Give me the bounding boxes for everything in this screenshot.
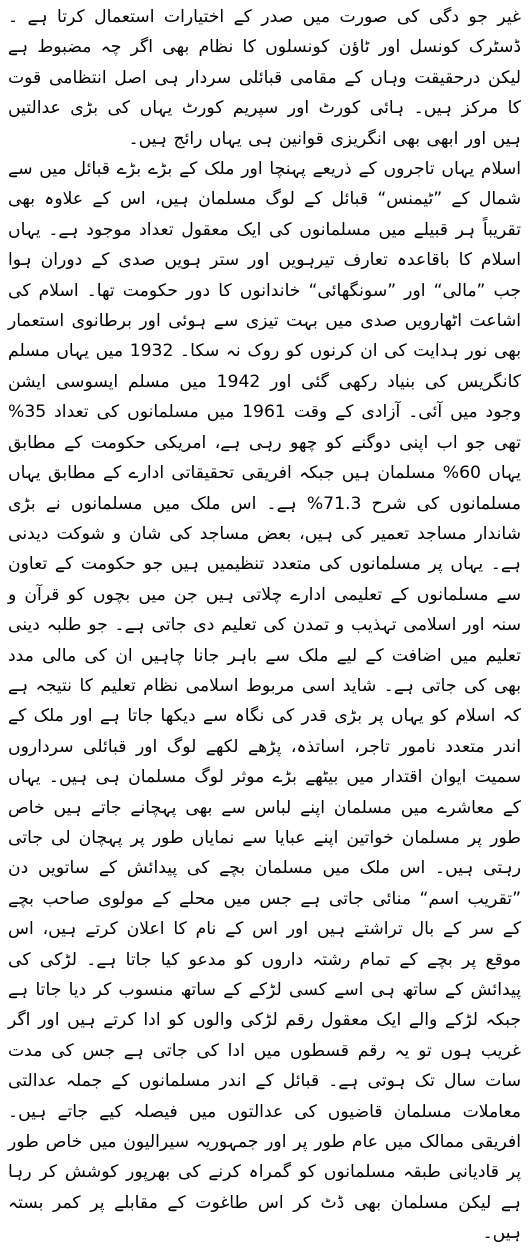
- paragraph-2: اسلام یہاں تاجروں کے ذریعے پہنچا اور ملک کے بڑے بڑے قبائل میں سے شمال کے ”ٹیمنس“ قبائل کے لوگ مسلمان ہیں، اس کے علاوہ بھی تقریباً ہر قبیلے میں مسلمانوں کی ایک معقول تعداد موجود ہے۔ یہاں اسلام کا باقاعدہ تعارف تیرہویں اور ستر ہویں صدی کے دوران ہوا جب ”مالی“ اور ”سونگھائی“ خاندانوں کا دور حکومت تھا۔ اسلام کی اشاعت اٹھارویں صدی میں بہت تیزی سے ہوئی اور برطانوی استعمار بھی نور ہدایت کی ان کرنوں کو روک نہ سکا۔ 1932 میں یہاں مسلم کانگریس کی بنیاد رکھی گئی اور 1942 میں مسلم ایسوسی ایشن وجود میں آئی۔ آزادی کے وقت 1961 میں مسلمانوں کی تعداد 35% تھی جو اب اپنی دوگنے کو چھو رہی ہے، امریکی حکومت کے مطابق یہاں 60% مسلمان ہیں جبکہ افریقی تحقیقاتی ادارے کے مطابق یہاں مسلمانوں کی شرح 71.3% ہے۔ اس ملک میں مسلمانوں نے بڑی شاندار مساجد تعمیر کی ہیں، بعض مساجد کی شان و شوکت دیدنی ہے۔ یہاں پر مسلمانوں کی متعدد تنظیمیں ہیں جو حکومت کے تعاون سے مسلمانوں کے تعلیمی ادارے چلاتی ہیں جن میں بچوں کو قرآن و سنہ اور اسلامی تہذیب و تمدن کی تعلیم دی جاتی ہے۔ جو طلبہ دینی تعلیم میں اضافت کے لیے ملک سے باہر جانا چاہیں ان کی مالی مدد بھی کی جاتی ہے۔ شاید اسی مربوط اسلامی نظام تعلیم کا نتیجہ ہے کہ اسلام کو یہاں پر بڑی قدر کی نگاہ سے دیکھا جاتا ہے اور ملک کے اندر متعدد نامور تاجر، اساتذہ، پڑھے لکھے لوگ اور قبائلی سرداروں سمیت ایوان اقتدار میں بیٹھے بڑے موثر لوگ مسلمان ہی ہیں۔ یہاں کے معاشرے میں مسلمان اپنے لباس سے بھی پہچانے جاتے ہیں خاص طور پر مسلمان خواتین اپنے عبایا سے نمایاں طور پر پہچان لی جاتی رہتی ہیں۔ اس ملک میں مسلمان بچے کی پیدائش کے ساتویں دن ”تقریب اسم“ منائی جاتی ہے جس میں محلے کے مولوی صاحب بچے کے سر کے بال تراشتے ہیں اور اس کے نام کا اعلان کرتے ہیں، اس موقع پر بچے کے تمام رشتہ داروں کو مدعو کیا جاتا ہے۔ لڑکی کی پیدائش کے ساتھ ہی اسے کسی لڑکے کے ساتھ منسوب کر دیا جاتا ہے جبکہ لڑکے والے ایک معقول رقم لڑکی والوں کو ادا کرتے ہیں اور اگر غریب ہوں تو یہ رقم قسطوں میں ادا کی جاتی ہے جس کی مدت سات سال تک ہوتی ہے۔ قبائل کے اندر مسلمانوں کے جملہ عدالتی معاملات مسلمان قاضیوں کی عدالتوں میں فیصلہ کیے جاتے ہیں۔ افریقی ممالک میں عام طور پر اور جمہوریہ سیرالیون میں خاص طور پر قادیانی طبقہ مسلمانوں کو گمراہ کرنے کی بھرپور کوشش کر رہا ہے لیکن مسلمان بھی ڈٹ کر اس طاغوت کے مقابلے پر کمر بستہ ہیں۔: [8, 159, 522, 1244]
- paragraph-1: غیر جو دگی کی صورت میں صدر کے اختیارات استعمال کرتا ہے ۔ڈسٹرک کونسل اور ٹاؤن کونسلوں کا نظام بھی اگر چہ مضبوط ہے لیکن درحقیقت وہاں کے مقامی قبائلی سردار ہی اصل انتظامی قوت کا مرکز ہیں۔ ہائی کورٹ اور سپریم کورٹ یہاں کی بڑی عدالتیں ہیں اور ابھی بھی انگریزی قوانین ہی یہاں رائج ہیں۔: [8, 7, 521, 149]
